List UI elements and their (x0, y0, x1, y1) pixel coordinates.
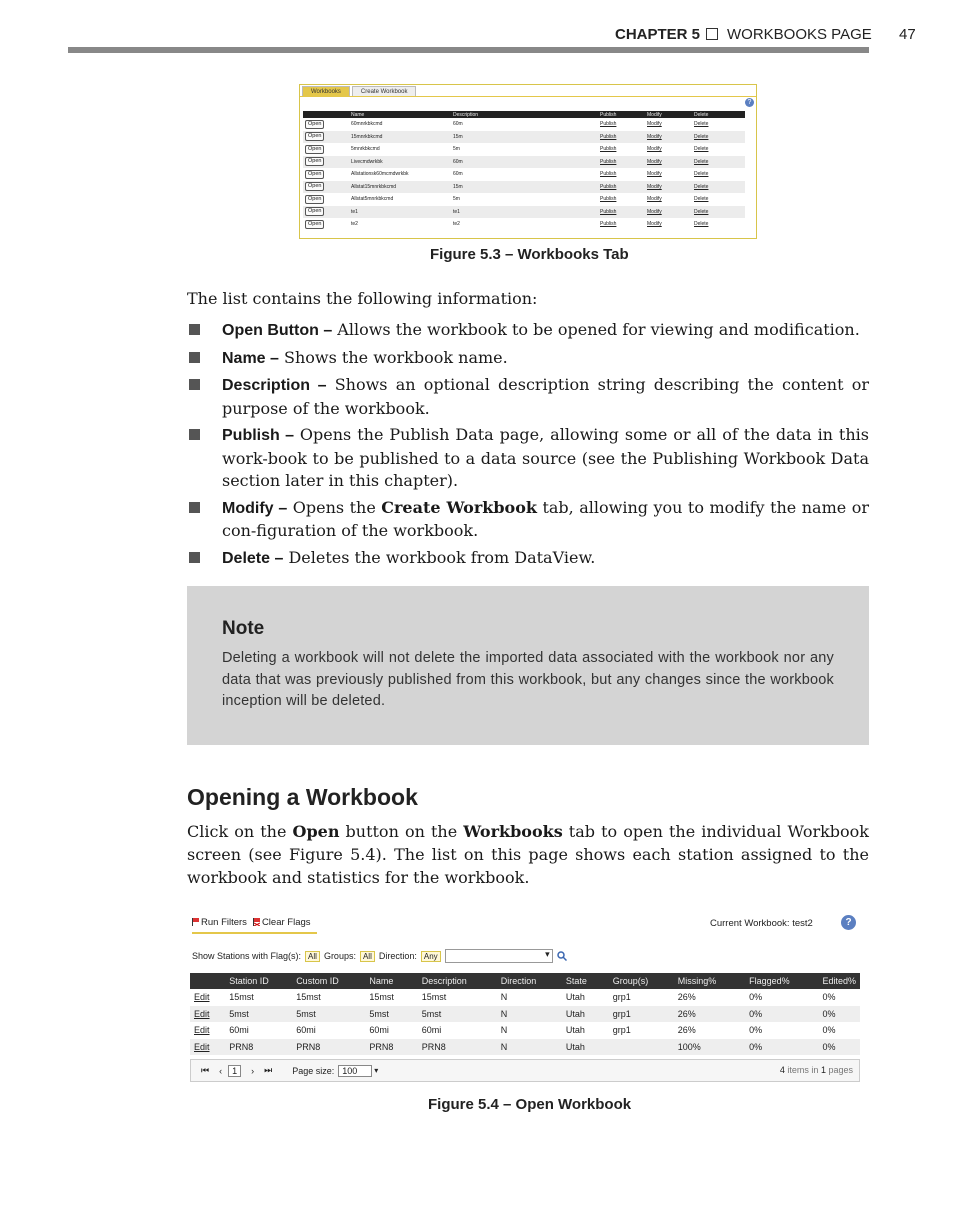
bullet-square-icon (189, 379, 200, 390)
delete-cell (692, 218, 745, 231)
delete-link[interactable]: Delete (694, 146, 709, 153)
description-cell: 60m (453, 171, 463, 178)
name-cell: 60mnrkbkcmd (351, 121, 383, 128)
section-paragraph (187, 820, 869, 889)
flag-filter-label: Show Stations with Flag(s): (192, 951, 302, 961)
table-cell: N (497, 1022, 562, 1039)
column-header: Group(s) (609, 973, 674, 989)
section-heading: Opening a Workbook (187, 784, 418, 810)
pages-text: pages (828, 1065, 853, 1075)
page-number: 47 (899, 26, 916, 43)
column-header: Description (418, 973, 497, 989)
delete-cell (692, 168, 745, 181)
bullet-square-icon (189, 502, 200, 513)
run-filters-button[interactable] (192, 917, 247, 928)
table-cell: 60mi (365, 1022, 417, 1039)
list-term: Open Button – (222, 322, 333, 339)
name-cell: Allstationsk60mcmdwrkbk (351, 171, 409, 178)
delete-cell (692, 206, 745, 219)
name-cell: Livecmdwrkbk (349, 156, 451, 169)
list-text: Opens the (287, 497, 382, 517)
running-header (0, 26, 954, 46)
column-header: Station ID (225, 973, 292, 989)
table-cell: 0% (818, 989, 860, 1006)
table-cell: N (497, 1006, 562, 1023)
column-header: Modify (645, 111, 692, 118)
table-cell: 0% (745, 1039, 818, 1056)
chevron-down-icon[interactable]: ▾ (374, 1066, 379, 1075)
open-cell (303, 131, 349, 144)
table-row (303, 168, 745, 181)
list-text: Shows an optional description string describing the content or purpose of the workbook. (222, 375, 870, 418)
para-text: tab to open the individual Workbook screen (see Figure 5.4). The list on this page shows each station assigned to the workbook and statistics for the workbook. (187, 822, 870, 887)
description-cell: 60m (451, 156, 598, 169)
name-cell: 5mnrkbkcmd (351, 146, 380, 153)
search-icon[interactable] (557, 951, 567, 961)
prev-page-icon[interactable]: ‹ (219, 1065, 223, 1076)
table-cell: 60mi (418, 1022, 497, 1039)
publish-link[interactable]: Publish (600, 221, 617, 228)
tab-create-workbook[interactable]: Create Workbook (352, 86, 417, 96)
modify-cell (645, 118, 692, 131)
column-header: Direction (497, 973, 562, 989)
direction-filter-select[interactable]: Any (421, 951, 441, 962)
delete-cell (692, 131, 745, 144)
list-item (187, 319, 869, 343)
filter-bar (192, 949, 567, 963)
bullet-square-icon (189, 429, 200, 440)
modify-cell (645, 143, 692, 156)
name-cell: te1 (349, 206, 451, 219)
column-header: Flagged% (745, 973, 818, 989)
table-cell: Utah (562, 989, 609, 1006)
delete-link[interactable]: Delete (694, 208, 709, 215)
table-cell: Utah (562, 1039, 609, 1056)
table-row (303, 218, 745, 231)
clear-flag-icon (253, 918, 260, 926)
description-cell: 15m (451, 181, 598, 194)
list-text: Shows the workbook name. (278, 347, 508, 367)
current-workbook-label: Current Workbook: test2 (710, 918, 813, 929)
description-cell: 60m (453, 121, 463, 128)
table-row (190, 1022, 860, 1039)
figure-open-workbook (187, 908, 862, 1083)
table-header-row (190, 973, 860, 989)
column-header: Description (451, 111, 598, 118)
first-page-icon[interactable]: ⏮ (201, 1065, 210, 1075)
edit-link[interactable]: Edit (190, 1039, 225, 1056)
publish-link[interactable]: Publish (600, 121, 617, 128)
column-header (303, 111, 349, 118)
open-button[interactable]: Open (305, 170, 324, 179)
table-cell: 60mi (292, 1022, 365, 1039)
info-list (187, 319, 869, 574)
table-cell: PRN8 (225, 1039, 292, 1056)
column-header: Publish (598, 111, 645, 118)
column-header: Custom ID (292, 973, 365, 989)
bullet-square-icon (189, 324, 200, 335)
table-cell: 100% (674, 1039, 745, 1056)
table-cell: 15mst (225, 989, 292, 1006)
toolbar (192, 912, 317, 934)
delete-cell (692, 193, 745, 206)
modify-link[interactable]: Modify (647, 183, 662, 190)
table-row (303, 193, 745, 206)
list-item (187, 424, 869, 493)
description-cell: 5m (453, 146, 460, 153)
table-cell: 15mst (365, 989, 417, 1006)
figure-caption: Figure 5.4 – Open Workbook (428, 1096, 632, 1113)
page-size-label: Page size: (292, 1065, 335, 1076)
list-item (187, 497, 869, 543)
publish-link[interactable]: Publish (600, 146, 617, 153)
modify-cell (645, 193, 692, 206)
help-icon[interactable]: ? (841, 915, 856, 930)
table-cell: 0% (745, 1006, 818, 1023)
list-text: Opens the Publish Data page, allowing some or all of the data in this work-book to be published to a data source (see the Publishing Workbook Data section later in this chapter). (222, 425, 869, 490)
name-cell: Allstat15mnrkbkcmd (349, 181, 451, 194)
page-size-select[interactable]: 100 (338, 1065, 372, 1077)
table-row (303, 156, 745, 169)
table-header-row (303, 111, 745, 118)
help-icon[interactable]: ? (745, 98, 754, 107)
groups-filter-label: Groups: (323, 951, 356, 961)
open-cell (303, 218, 349, 231)
publish-cell (598, 168, 645, 181)
modify-cell (645, 181, 692, 194)
publish-cell (598, 118, 645, 131)
name-cell: te2 (351, 221, 358, 228)
table-cell: Utah (562, 1022, 609, 1039)
modify-link[interactable]: Modify (647, 171, 662, 178)
publish-link[interactable]: Publish (600, 183, 617, 190)
clear-flags-label: Clear Flags (261, 916, 311, 928)
pager-info (780, 1065, 853, 1075)
table-cell: Utah (562, 1006, 609, 1023)
flag-filter-select[interactable]: All (305, 951, 320, 962)
separator-box-icon (706, 28, 718, 40)
table-cell (609, 1039, 674, 1056)
delete-cell (692, 143, 745, 156)
table-cell: grp1 (609, 989, 674, 1006)
direction-filter-label: Direction: (378, 951, 417, 961)
delete-link[interactable]: Delete (694, 171, 709, 178)
header-rule (68, 47, 869, 53)
note-box (187, 586, 869, 745)
open-cell (303, 206, 349, 219)
modify-link[interactable]: Modify (647, 196, 662, 203)
edit-link[interactable]: Edit (190, 1022, 225, 1039)
delete-cell (692, 181, 745, 194)
edit-link[interactable]: Edit (190, 1006, 225, 1023)
intro-text: The list contains the following information: (187, 289, 538, 308)
modify-link[interactable]: Modify (647, 133, 662, 140)
list-text: tab, allowing you to modify the name or con-figuration of the workbook. (222, 497, 869, 540)
modify-link[interactable]: Modify (647, 121, 662, 128)
table-row (303, 131, 745, 144)
open-button[interactable]: Open (305, 120, 324, 129)
publish-link[interactable]: Publish (600, 133, 617, 140)
delete-link[interactable]: Delete (694, 196, 709, 203)
open-button[interactable]: Open (305, 207, 324, 216)
open-cell (303, 181, 349, 194)
name-cell: Allstat5mnrkbkcmd (351, 196, 394, 203)
table-row (303, 143, 745, 156)
stations-table (190, 973, 860, 1055)
bullet-square-icon (189, 552, 200, 563)
delete-cell (692, 118, 745, 131)
table-cell: 5mst (365, 1006, 417, 1023)
description-cell: te1 (451, 206, 598, 219)
modify-cell (645, 156, 692, 169)
table-cell: 15mst (292, 989, 365, 1006)
open-button[interactable]: Open (305, 157, 324, 166)
table-row (303, 206, 745, 219)
modify-link[interactable]: Modify (647, 221, 662, 228)
publish-cell (598, 143, 645, 156)
pager (190, 1059, 860, 1082)
table-cell: N (497, 1039, 562, 1056)
open-button[interactable]: Open (305, 182, 324, 191)
figure-workbooks-tab (299, 84, 757, 239)
chapter-title: WORKBOOKS PAGE (727, 26, 872, 43)
para-strong: Workbooks (463, 822, 563, 841)
bullet-square-icon (189, 352, 200, 363)
current-page-box[interactable]: 1 (228, 1065, 241, 1077)
table-cell: 0% (745, 1022, 818, 1039)
para-strong: Open (292, 822, 340, 841)
open-button[interactable]: Open (305, 220, 324, 229)
column-header: Name (365, 973, 417, 989)
delete-link[interactable]: Delete (694, 133, 709, 140)
modify-link[interactable]: Modify (647, 146, 662, 153)
list-item (187, 547, 869, 571)
tab-workbooks[interactable]: Workbooks (302, 86, 350, 96)
table-cell: 0% (818, 1022, 860, 1039)
open-cell (303, 118, 349, 131)
open-cell (303, 168, 349, 181)
open-cell (303, 193, 349, 206)
column-header: Missing% (674, 973, 745, 989)
publish-cell (598, 181, 645, 194)
table-row (190, 989, 860, 1006)
flag-icon (192, 918, 199, 926)
items-count: 4 (779, 1065, 785, 1075)
table-cell: 26% (674, 1022, 745, 1039)
list-item (187, 347, 869, 371)
table-cell: grp1 (609, 1006, 674, 1023)
table-row (190, 1039, 860, 1056)
station-search-dropdown[interactable] (445, 949, 553, 963)
column-header: State (562, 973, 609, 989)
column-header: Name (349, 111, 451, 118)
table-row (303, 181, 745, 194)
delete-link[interactable]: Delete (694, 183, 709, 190)
modify-link[interactable]: Modify (647, 158, 662, 165)
delete-link[interactable]: Delete (694, 221, 709, 228)
list-term: Modify – (222, 499, 288, 517)
open-cell (303, 156, 349, 169)
table-cell: 26% (674, 1006, 745, 1023)
table-row (303, 118, 745, 131)
modify-cell (645, 218, 692, 231)
description-cell: te2 (453, 221, 460, 228)
publish-cell (598, 156, 645, 169)
para-text: button on the (339, 822, 464, 841)
figure-caption: Figure 5.3 – Workbooks Tab (430, 246, 629, 263)
last-page-icon[interactable]: ⏭ (264, 1065, 273, 1075)
publish-link[interactable]: Publish (600, 208, 617, 215)
run-filters-label: Run Filters (201, 916, 247, 928)
list-term: Publish – (222, 427, 294, 444)
publish-link[interactable]: Publish (600, 171, 617, 178)
tab-underline (300, 96, 756, 97)
list-text: Allows the workbook to be opened for viewing and modification. (332, 320, 860, 339)
modify-cell (645, 131, 692, 144)
groups-filter-select[interactable]: All (360, 951, 375, 962)
table-cell: 15mst (418, 989, 497, 1006)
workbooks-table (303, 111, 745, 231)
table-cell: 5mst (292, 1006, 365, 1023)
delete-link[interactable]: Delete (694, 158, 709, 165)
column-header: Delete (692, 111, 745, 118)
name-cell: 15mnrkbkcmd (349, 131, 451, 144)
open-cell (303, 143, 349, 156)
list-strong: Create Workbook (381, 497, 537, 517)
tab-bar (302, 86, 416, 96)
table-cell: 5mst (418, 1006, 497, 1023)
modify-cell (645, 206, 692, 219)
clear-flags-button[interactable] (253, 917, 311, 928)
open-button[interactable]: Open (305, 195, 324, 204)
items-text: items in (787, 1065, 819, 1075)
list-term: Description – (222, 377, 327, 394)
para-text: Click on the (187, 822, 293, 841)
publish-cell (598, 193, 645, 206)
description-cell: 15m (451, 131, 598, 144)
open-button[interactable]: Open (305, 145, 324, 154)
delete-link[interactable]: Delete (694, 121, 709, 128)
table-cell: PRN8 (292, 1039, 365, 1056)
publish-cell (598, 131, 645, 144)
table-cell: N (497, 989, 562, 1006)
note-body: Deleting a workbook will not delete the imported data associated with the workbook nor any data that was previously published from this workbook, but any changes since the workbook inception will be deleted. (222, 650, 834, 709)
column-header: Edited% (818, 973, 860, 989)
table-row (190, 1006, 860, 1023)
table-cell: 0% (745, 989, 818, 1006)
note-title: Note (222, 618, 265, 639)
column-header (190, 973, 225, 989)
publish-link[interactable]: Publish (600, 196, 617, 203)
publish-link[interactable]: Publish (600, 158, 617, 165)
table-cell: 0% (818, 1006, 860, 1023)
chapter-label: CHAPTER 5 (615, 26, 701, 43)
table-cell: grp1 (609, 1022, 674, 1039)
next-page-icon[interactable]: › (251, 1065, 255, 1076)
table-cell: 60mi (225, 1022, 292, 1039)
open-button[interactable]: Open (305, 132, 324, 141)
table-cell: 5mst (225, 1006, 292, 1023)
list-term: Delete – (222, 549, 284, 567)
description-cell: 5m (453, 196, 460, 203)
list-term: Name – (222, 349, 279, 367)
list-text: Deletes the workbook from DataView. (283, 547, 596, 567)
table-cell: 26% (674, 989, 745, 1006)
modify-link[interactable]: Modify (647, 208, 662, 215)
table-cell: PRN8 (418, 1039, 497, 1056)
publish-cell (598, 218, 645, 231)
pages-count: 1 (820, 1065, 826, 1075)
modify-cell (645, 168, 692, 181)
publish-cell (598, 206, 645, 219)
list-item (187, 374, 869, 420)
table-cell: PRN8 (365, 1039, 417, 1056)
edit-link[interactable]: Edit (190, 989, 225, 1006)
table-cell: 0% (818, 1039, 860, 1056)
delete-cell (692, 156, 745, 169)
